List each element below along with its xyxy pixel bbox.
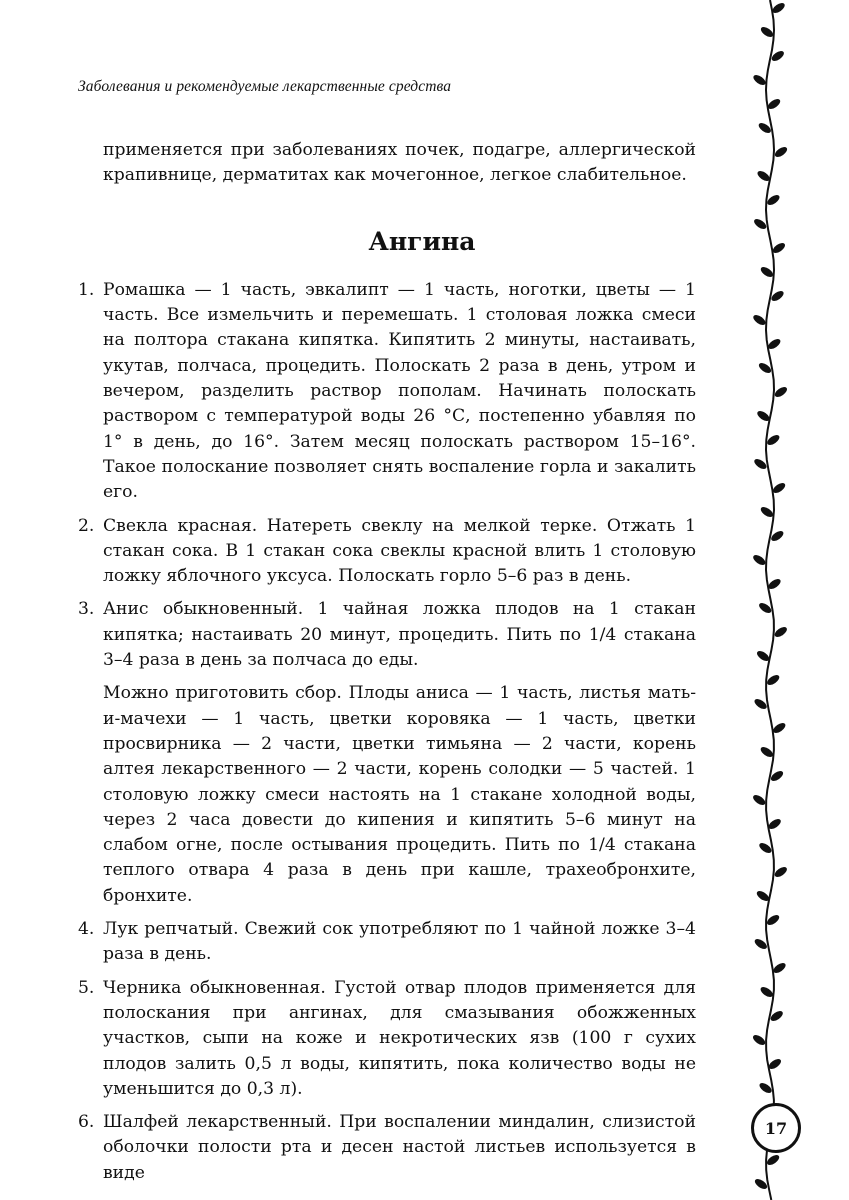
list-item bbox=[78, 278, 696, 506]
vine-leaf bbox=[759, 505, 775, 519]
vine-leaf bbox=[773, 145, 789, 159]
section-title: Ангина bbox=[368, 226, 476, 256]
item-number: 4. bbox=[78, 919, 95, 940]
item-number: 3. bbox=[78, 599, 95, 620]
list-item bbox=[78, 514, 696, 590]
page-content bbox=[78, 138, 696, 1194]
running-header: Заболевания и рекомендуемые лекарственные средства bbox=[78, 78, 452, 95]
page-number-badge bbox=[751, 1103, 801, 1153]
vine-leaf bbox=[759, 265, 775, 279]
item-number: 6. bbox=[78, 1112, 95, 1133]
vine-leaf bbox=[752, 1033, 767, 1047]
item-number: 5. bbox=[78, 977, 95, 998]
item-text: Свекла красная. Натереть свеклу на мелкой терке. Отжать 1 стакан сока. В 1 стакан сока свеклы красной влить 1 столовую ложку яблочного уксуса. Полоскать горло 5–6 раз в день. bbox=[103, 515, 696, 587]
list-item bbox=[78, 597, 696, 673]
item-text: Лук репчатый. Свежий сок употребляют по 1 чайной ложке 3–4 раза в день. bbox=[103, 919, 696, 965]
vine-leaf bbox=[773, 865, 789, 879]
list-item bbox=[78, 1110, 696, 1186]
vine-leaf bbox=[759, 25, 775, 39]
item-text: Шалфей лекарственный. При воспалении миндалин, слизистой оболочки полости рта и десен настой листьев используется в виде bbox=[103, 1112, 696, 1183]
vine-leaf bbox=[773, 385, 789, 399]
item-continuation: Можно приготовить сбор. Плоды аниса — 1 часть, листья мать-и-мачехи — 1 часть, цветки коровяка — 1 часть, цветки просвирника — 2 части, цветки тимьяна — 2 части, корень алтея лекарственного — 2 части, корень солодки — 5 частей. 1 столовую ложку смеси настоять на 1 стакане холодной воды, через 2 часа довести до кипения и кипятить 5–6 минут на слабом огне, после остывания процедить. Пить по 1/4 стакана теплого отвара 4 раза в день при кашле, трахеобронхите, бронхите. bbox=[103, 683, 696, 906]
intro-paragraph: применяется при заболеваниях почек, подагре, аллергической крапивнице, дерматитах как мочегонное, легкое слабительное. bbox=[103, 140, 696, 186]
item-text: Анис обыкновенный. 1 чайная ложка плодов на 1 стакан кипятка; настаивать 20 минут, процедить. Пить по 1/4 стакана 3–4 раза в день за полчаса до еды. bbox=[103, 599, 696, 671]
vine-leaf bbox=[773, 625, 789, 639]
vine-leaf bbox=[752, 313, 767, 327]
item-text: Ромашка — 1 часть, эвкалипт — 1 часть, ноготки, цветы — 1 часть. Все измельчить и перемешать. 1 столовая ложка смеси на полтора стакана кипятка. Кипятить 2 минуты, настаивать, укутав, полчаса, процедить. Полоскать 2 раза в день, утром и вечером, разделить раствор пополам. Начинать полоскать раствором с температурой воды 26 °С, постепенно убавляя по 1° в день, до 16°. Затем месяц полоскать раствором 15–16°. Такое полоскание позволяет снять воспаление горла и закалить его. bbox=[103, 279, 696, 503]
vine-leaf bbox=[752, 793, 767, 807]
vine-leaf bbox=[759, 745, 775, 759]
decorative-vine-border bbox=[752, 0, 792, 1200]
list-item bbox=[78, 917, 696, 968]
page-number: 17 bbox=[764, 1118, 788, 1138]
vine-leaf bbox=[752, 73, 767, 87]
vine-leaf bbox=[765, 1153, 781, 1167]
list-item bbox=[78, 976, 696, 1102]
item-number: 2. bbox=[78, 515, 95, 536]
item-text: Черника обыкновенная. Густой отвар плодов применяется для полоскания при ангинах, для смазывания обожженных участков, сыпи на коже и некротических язв (100 г сухих плодов залить 0,5 л воды, кипятить, пока количество воды не уменьшится до 0,3 л). bbox=[103, 977, 696, 1099]
vine-leaves bbox=[752, 0, 789, 1200]
vine-leaf bbox=[752, 553, 767, 567]
item-number: 1. bbox=[78, 279, 95, 300]
